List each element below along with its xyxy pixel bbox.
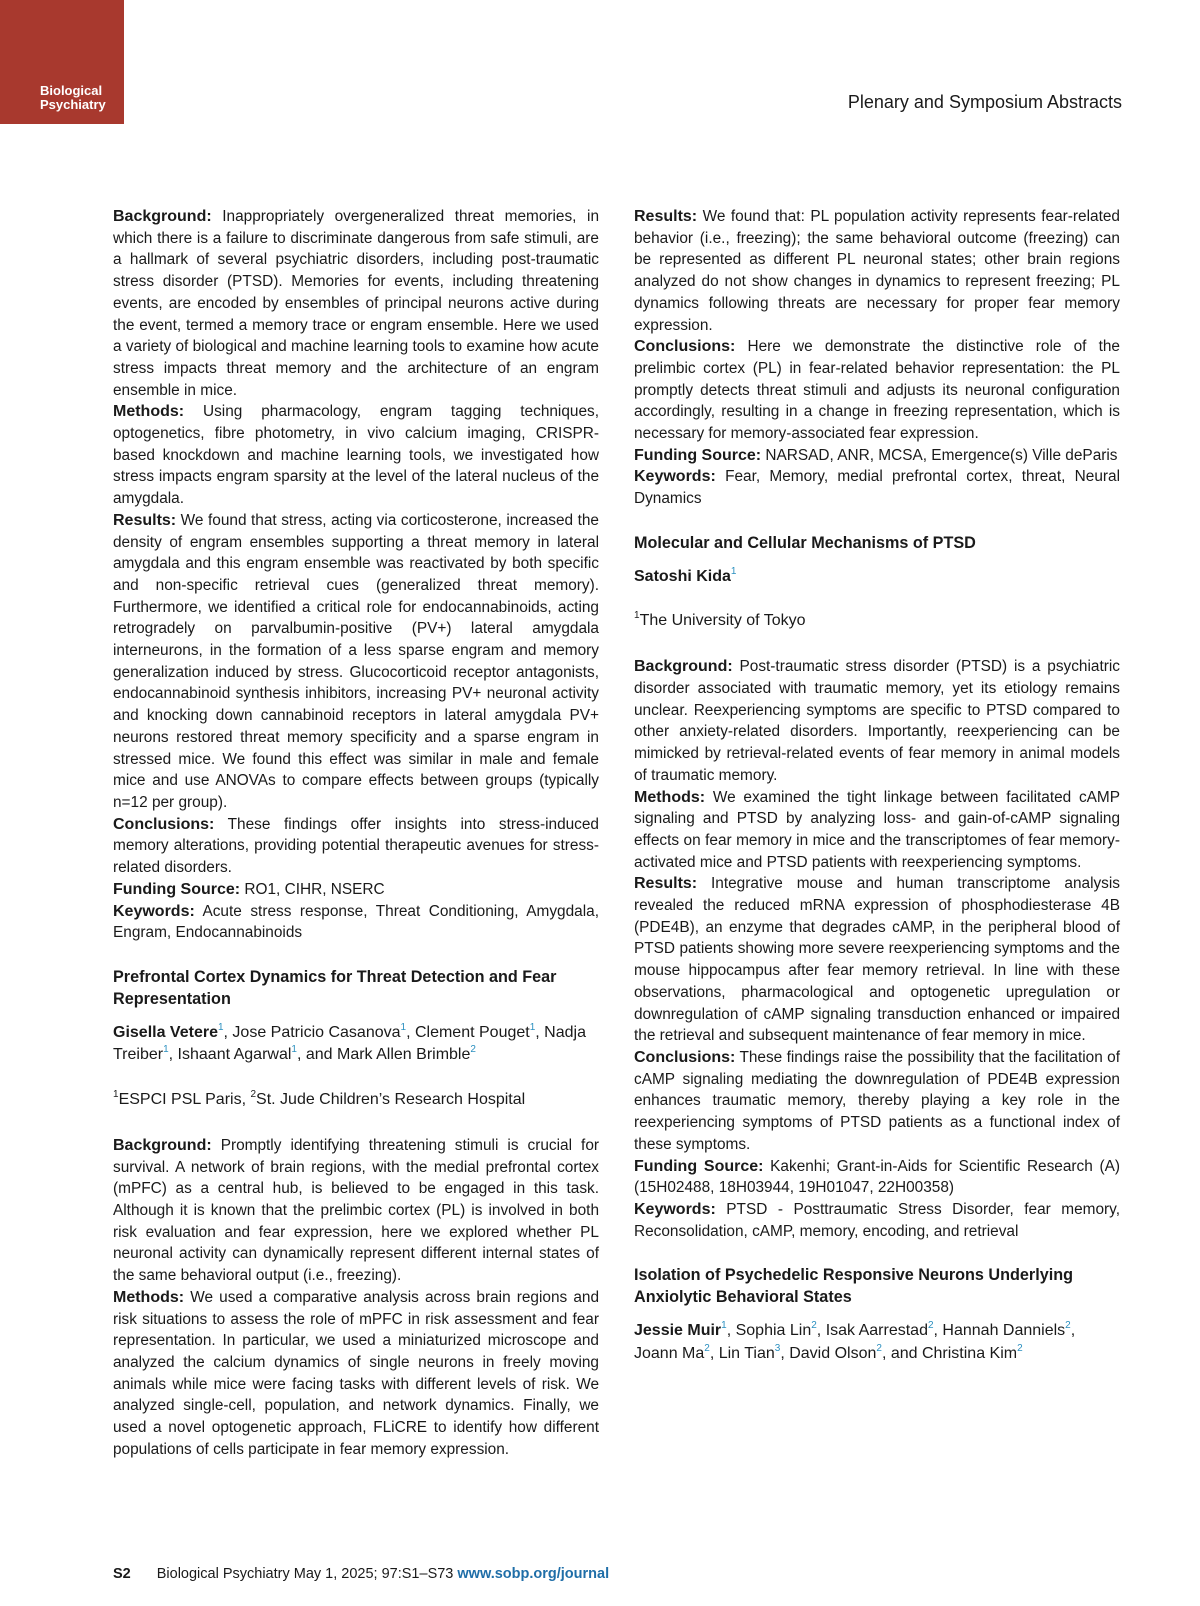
affiliation-number: 1 — [634, 610, 640, 622]
results-label: Results: — [634, 875, 698, 893]
affiliation-marker: 2 — [470, 1044, 476, 1056]
abstract1-background: Background: Inappropriately overgeneralized threat memories, in which there is a failure to discriminate dangerous from safe stimuli, are a hallmark of several psychiatric disorders, including post-traumatic stress disorder (PTSD). Memories for events, including threatening events, are encoded by ensembles of principal neurons active during the event, termed a memory trace or engram ensemble. Here we used a variety of biological and machine learning tools to examine how acute stress impacts threat memory and the architecture of an engram ensemble in mice. — [113, 208, 600, 399]
abstract1-funding: Funding Source: RO1, CIHR, NSERC — [113, 880, 385, 898]
author-name: David Olson — [789, 1344, 877, 1362]
affiliation-number: 1 — [113, 1088, 119, 1100]
methods-label: Methods: — [634, 788, 706, 806]
funding-label: Funding Source: — [113, 880, 241, 898]
abstract1-results: Results: We found that stress, acting via corticosterone, increased the density of engram ensembles supporting a threat memory in lateral amygdala and this engram ensemble was reactivated by both specific and non-specific retrieval cues (generalized threat memory). Furthermore, we identified a critical role for endocannabinoids, acting retrogradely on parvalbumin-positive (PV+) lateral amygdala interneurons, in the formation of a less sparse engram and memory generalization induced by stress. Glucocorticoid receptor antagonists, endocannabinoid synthesis inhibitors, increasing PV+ neuronal activity and knocking down cannabinoid receptors in lateral amygdala PV+ neurons restored threat memory specificity and a sparse engram in stressed mice. We found this effect was similar in male and female mice and use ANOVAs to compare effects between groups (typically n=12 per group). — [113, 511, 599, 811]
abstract2-title: Prefrontal Cortex Dynamics for Threat Detection and Fear Representation — [113, 967, 557, 1008]
abstract1-methods: Methods: Using pharmacology, engram tagging techniques, optogenetics, fibre photometry, in vivo calcium imaging, CRISPR-based knockdown and machine learning tools, we investigated how stress impacts engram sparsity at the level of the lateral nucleus of the amygdala. — [113, 403, 600, 508]
conclusions-label: Conclusions: — [113, 815, 215, 833]
affiliation-marker: 1 — [400, 1021, 407, 1033]
page-number: S2 — [113, 1566, 131, 1582]
right-column — [634, 206, 1120, 1365]
abstract2-affiliations — [113, 1089, 599, 1111]
funding-label: Funding Source: — [634, 1157, 764, 1175]
affiliation-marker: 2 — [1065, 1320, 1071, 1332]
abstract2-keywords: Keywords: Fear, Memory, medial prefrontal cortex, threat, Neural Dynamics — [634, 468, 1120, 508]
abstract4-authors: Jessie Muir$^1$, Sophia Lin$^2$, Isak Aarrestad$^2$, Hannah Danniels$^2$, Joann Ma$^2$, Lin Tian$^3$, David Olson$^2$, and Christina Kim$^2$ — [634, 1320, 1076, 1362]
abstract3-background: Background: Post-traumatic stress disorder (PTSD) is a psychiatric disorder associated with traumatic memory, yet its etiology remains unclear. Reexperiencing symptoms are specific to PTSD compared to other anxiety-related disorders. Importantly, reexperiencing can be mimicked by retrieval-related events of fear memory in animal models of traumatic memory. — [634, 658, 1120, 784]
keywords-label: Keywords: — [634, 1200, 716, 1218]
abstract3-title: Molecular and Cellular Mechanisms of PTSD — [634, 533, 976, 552]
results-label: Results: — [634, 208, 698, 225]
keywords-label: Keywords: — [634, 468, 716, 486]
author-name: Mark Allen Brimble — [337, 1046, 471, 1064]
funding-label: Funding Source: — [634, 446, 762, 464]
conclusions-label: Conclusions: — [634, 1049, 736, 1066]
background-label: Background: — [113, 208, 212, 225]
affiliation-marker: 2 — [704, 1342, 710, 1354]
affiliation-marker: 1 — [529, 1021, 536, 1033]
background-label: Background: — [634, 658, 733, 676]
results-label: Results: — [113, 511, 177, 529]
abstract1-conclusions: Conclusions: These findings offer insights into stress-induced memory alterations, providing potential therapeutic avenues for stress-related disorders. — [113, 815, 599, 877]
citation: Biological Psychiatry May 1, 2025; 97:S1–S73 — [156, 1566, 458, 1582]
abstract3-keywords: Keywords: PTSD - Posttraumatic Stress Disorder, fear memory, Reconsolidation, cAMP, memory, encoding, and retrieval — [634, 1200, 1120, 1240]
left-column — [113, 206, 599, 1460]
abstract3-results: Results: Integrative mouse and human transcriptome analysis revealed the reduced mRNA expression of phosphodiesterase 4B (PDE4B), an enzyme that degrades cAMP, in the peripheral blood of PTSD patients showing more severe reexperiencing symptoms and the mouse hippocampus after fear memory retrieval. In line with these observations, pharmacological and optogenetic upregulation or downregulation of cAMP signaling transduction enhanced or impaired the retrieval and subsequent maintenance of fear memory in mice. — [634, 875, 1120, 1045]
author-name: Clement Pouget — [414, 1023, 530, 1041]
affiliation-marker: 1 — [163, 1044, 169, 1056]
abstract3-methods: Methods: We examined the tight linkage between facilitated cAMP signaling and PTSD by analyzing loss- and gain-of-cAMP signaling effects on fear memory in mice and the transcriptomes of fear memory-activated mice and PTSD patients with reexperiencing symptoms. — [634, 788, 1120, 871]
affiliation-marker: 2 — [876, 1342, 882, 1354]
abstract3-funding: Funding Source: Kakenhi; Grant-in-Aids for Scientific Research (A) (15H02488, 18H03944, 19H01047, 22H00358) — [634, 1157, 1120, 1197]
author-name: Jose Patricio Casanova — [232, 1023, 401, 1041]
abstract2-results: Results: We found that: PL population activity represents fear-related behavior (i.e., freezing); the same behavioral outcome (freezing) can be represented as different PL neuronal states; other brain regions analyzed do not show changes in dynamics to represent freezing; PL dynamics following threats are necessary for proper fear memory expression. — [634, 208, 1120, 334]
affiliation-marker: 1 — [730, 565, 737, 577]
author-name: Nadja Treiber — [113, 1023, 586, 1064]
abstract2-background: Background: Promptly identifying threatening stimuli is crucial for survival. A network of brain regions, with the medial prefrontal cortex (mPFC) as a central hub, is believed to be engaged in this task. Although it is known that the prelimbic cortex (PL) is involved in both risk evaluation and fear expression, here we explored whether PL neuronal activity can dynamically represent different internal states of the same behavioral output (i.e., freezing). — [113, 1136, 600, 1285]
author-name: Christina Kim — [921, 1344, 1018, 1362]
affiliation-marker: 3 — [774, 1342, 781, 1354]
abstract4-title: Isolation of Psychedelic Responsive Neurons Underlying Anxiolytic Behavioral States — [634, 1266, 1073, 1307]
methods-label: Methods: — [113, 403, 185, 421]
affiliation-marker: 2 — [811, 1320, 817, 1332]
author-name: Ishaant Agarwal — [177, 1046, 292, 1064]
author-name: Satoshi Kida — [634, 567, 731, 585]
author-name: Sophia Lin — [735, 1322, 812, 1340]
keywords-label: Keywords: — [113, 902, 195, 920]
section-header: Plenary and Symposium Abstracts — [847, 92, 1122, 112]
affiliation-marker: 1 — [217, 1021, 224, 1033]
affiliation-marker: 2 — [1017, 1342, 1023, 1354]
journal-name: Biological Psychiatry — [40, 83, 106, 112]
author-name: Lin Tian — [718, 1344, 775, 1362]
affiliation-name: ESPCI PSL Paris, — [118, 1090, 251, 1108]
affiliation-number: 2 — [250, 1088, 257, 1100]
abstract2-conclusions: Conclusions: Here we demonstrate the distinctive role of the prelimbic cortex (PL) in fear-related behavior representation: the PL promptly detects threat stimuli and adjusts its neuronal configuration accordingly, resulting in a change in freezing representation, which is necessary for memory-associated fear expression. — [634, 338, 1120, 443]
methods-label: Methods: — [113, 1288, 185, 1306]
author-name: Joann Ma — [634, 1344, 705, 1362]
author-name: Isak Aarrestad — [825, 1322, 928, 1340]
author-name: Jessie Muir — [634, 1322, 722, 1340]
affiliation-marker: 1 — [721, 1320, 727, 1332]
abstract3-authors — [634, 566, 1120, 589]
author-name: Hannah Danniels — [942, 1322, 1066, 1340]
abstract3-conclusions: Conclusions: These findings raise the possibility that the facilitation of cAMP signaling mediating the downregulation of PDE4B expression enhances traumatic memory, thereby playing a key role in the reexperiencing symptoms of PTSD patients as a functional index of these symptoms. — [634, 1049, 1121, 1153]
affiliation-name: St. Jude Children’s Research Hospital — [256, 1090, 526, 1108]
abstract2-funding: Funding Source: NARSAD, ANR, MCSA, Emergence(s) Ville deParis — [634, 446, 1118, 464]
abstract1-keywords: Keywords: Acute stress response, Threat Conditioning, Amygdala, Engram, Endocannabinoids — [113, 902, 599, 942]
page-footer — [113, 1566, 609, 1582]
journal-link[interactable]: www.sobp.org/journal — [457, 1566, 610, 1582]
author-name: Gisella Vetere — [113, 1023, 218, 1041]
affiliation-name: The University of Tokyo — [639, 612, 806, 630]
background-label: Background: — [113, 1136, 212, 1154]
journal-tab — [0, 0, 124, 124]
affiliation-marker: 2 — [927, 1320, 934, 1332]
affiliation-marker: 1 — [291, 1044, 297, 1056]
abstract2-authors: Gisella Vetere$^1$, Jose Patricio Casanova$^1$, Clement Pouget$^1$, Nadja Treiber$^1$, Ishaant Agarwal$^1$, and Mark Allen Brimble$^2$ — [113, 1021, 586, 1064]
abstract2-methods: Methods: We used a comparative analysis across brain regions and risk situations to assess the role of mPFC in risk assessment and fear representation. In particular, we used a miniaturized microscope and analyzed the calcium dynamics of single neurons in freely moving animals while mice were facing tasks with different levels of risk. We analyzed single-cell, population, and network dynamics. Finally, we used a novel optogenetic approach, FLiCRE to identify how different populations of cells participate in fear memory expression. — [113, 1288, 600, 1458]
conclusions-label: Conclusions: — [634, 338, 736, 356]
abstract3-affiliations — [634, 610, 1120, 632]
